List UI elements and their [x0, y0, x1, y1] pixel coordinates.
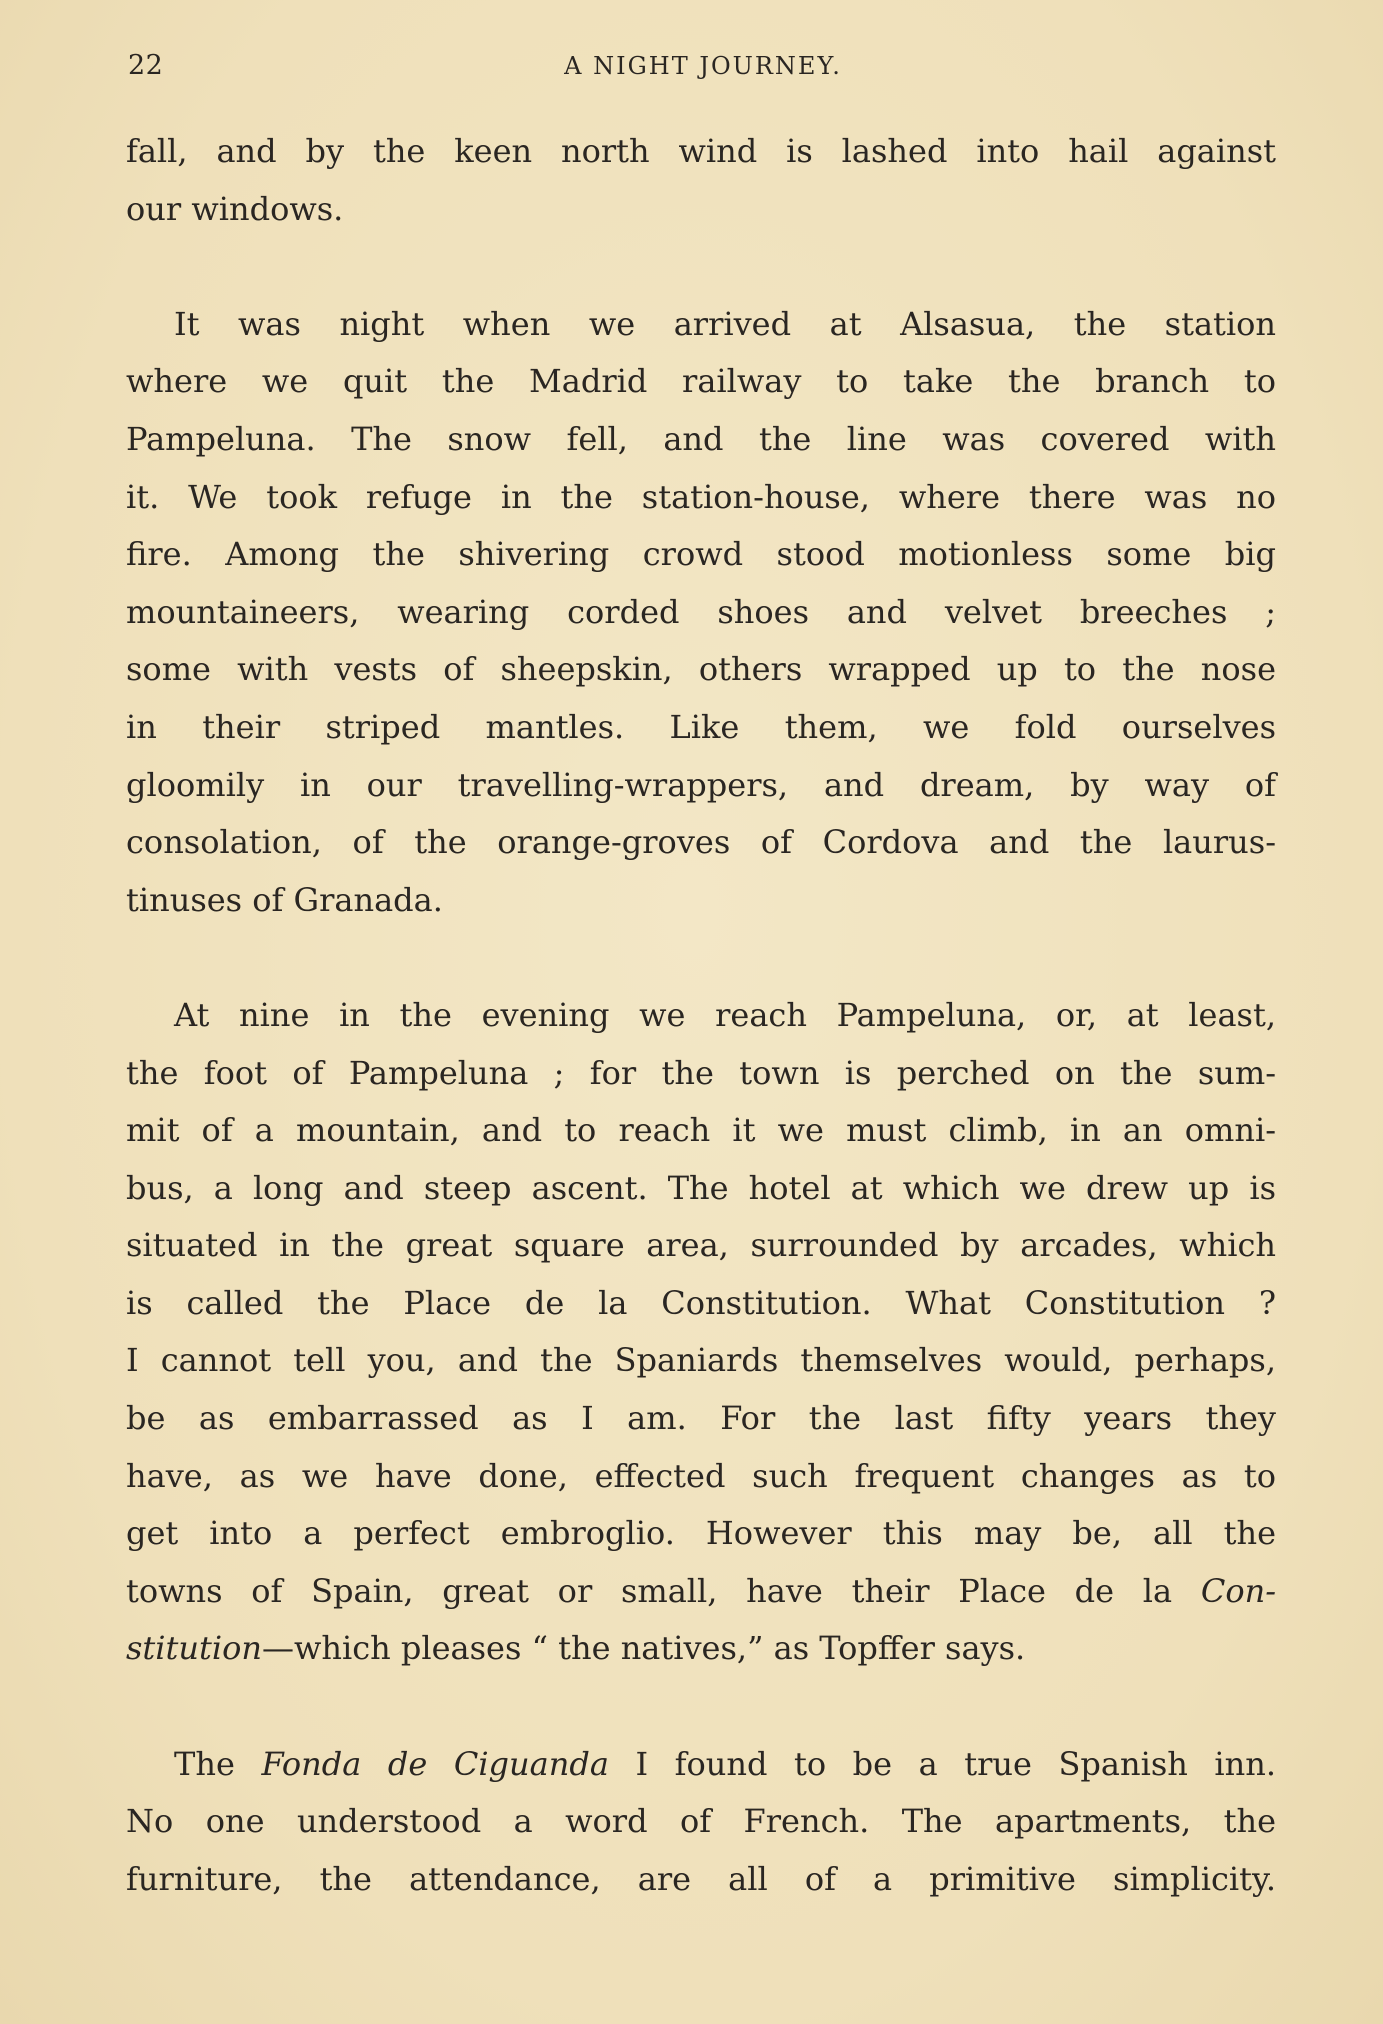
- text-line: gloomily in our travelling-wrappers, and dream, by way of: [126, 765, 1276, 804]
- text-segment: towns of Spain, great or small, have their Place de la: [126, 1571, 1173, 1610]
- italic-text: Con-: [1200, 1571, 1277, 1610]
- paragraph-3: [126, 987, 1276, 1678]
- text-segment: —which pleases “ the natives,” as Topffer says.: [261, 1629, 1026, 1668]
- text-line: it. We took refuge in the station-house, where there was no: [126, 477, 1276, 516]
- text-line: [126, 1563, 1276, 1621]
- text-line: furniture, the attendance, are all of a primitive simplicity.: [126, 1859, 1276, 1898]
- text-segment: The: [174, 1744, 235, 1783]
- paragraph-4: [126, 1736, 1276, 1909]
- text-line: be as embarrassed as I am. For the last fifty years they: [126, 1399, 1276, 1438]
- text-line: Pampeluna. The snow fell, and the line was covered with: [126, 419, 1276, 458]
- italic-text: Fonda de Ciguanda: [261, 1744, 609, 1783]
- text-line: At nine in the evening we reach Pampeluna, or, at least,: [174, 995, 1276, 1034]
- text-line: situated in the great square area, surrounded by arcades, which: [126, 1226, 1276, 1265]
- text-segment: I found to be a true Spanish inn.: [635, 1744, 1277, 1783]
- text-line: bus, a long and steep ascent. The hotel at which we drew up is: [126, 1168, 1276, 1207]
- paragraph-1: [126, 123, 1276, 238]
- running-head: [128, 50, 1278, 90]
- text-line: where we quit the Madrid railway to take the branch to: [126, 362, 1276, 401]
- text-line: some with vests of sheepskin, others wrapped up to the nose: [126, 650, 1276, 689]
- text-line: fire. Among the shivering crowd stood motionless some big: [126, 535, 1276, 574]
- text-line: get into a perfect embroglio. However this may be, all the: [126, 1514, 1276, 1553]
- text-line: the foot of Pampeluna ; for the town is perched on the sum-: [126, 1053, 1276, 1092]
- body-text: [126, 123, 1276, 1908]
- text-line: It was night when we arrived at Alsasua, the station: [174, 304, 1276, 343]
- text-line: our windows.: [126, 189, 344, 228]
- page-number: 22: [128, 50, 164, 81]
- text-line: [126, 1736, 1276, 1794]
- text-line: consolation, of the orange-groves of Cordova and the laurus-: [126, 823, 1276, 862]
- text-line: [126, 1620, 1276, 1678]
- text-line: fall, and by the keen north wind is lashed into hail against: [126, 132, 1276, 170]
- text-line: is called the Place de la Constitution. What Constitution ?: [126, 1283, 1276, 1322]
- text-line: in their striped mantles. Like them, we fold ourselves: [126, 707, 1276, 746]
- text-line: mountaineers, wearing corded shoes and velvet breeches ;: [126, 592, 1276, 631]
- text-line: tinuses of Granada.: [126, 880, 443, 919]
- text-line: have, as we have done, effected such frequent changes as to: [126, 1456, 1276, 1495]
- running-title: A NIGHT JOURNEY.: [564, 52, 842, 80]
- text-line: mit of a mountain, and to reach it we must climb, in an omni-: [126, 1111, 1276, 1150]
- text-line: No one understood a word of French. The apartments, the: [126, 1802, 1276, 1841]
- italic-text: stitution: [126, 1629, 262, 1668]
- text-line: I cannot tell you, and the Spaniards themselves would, perhaps,: [126, 1341, 1276, 1380]
- paragraph-2: [126, 296, 1276, 930]
